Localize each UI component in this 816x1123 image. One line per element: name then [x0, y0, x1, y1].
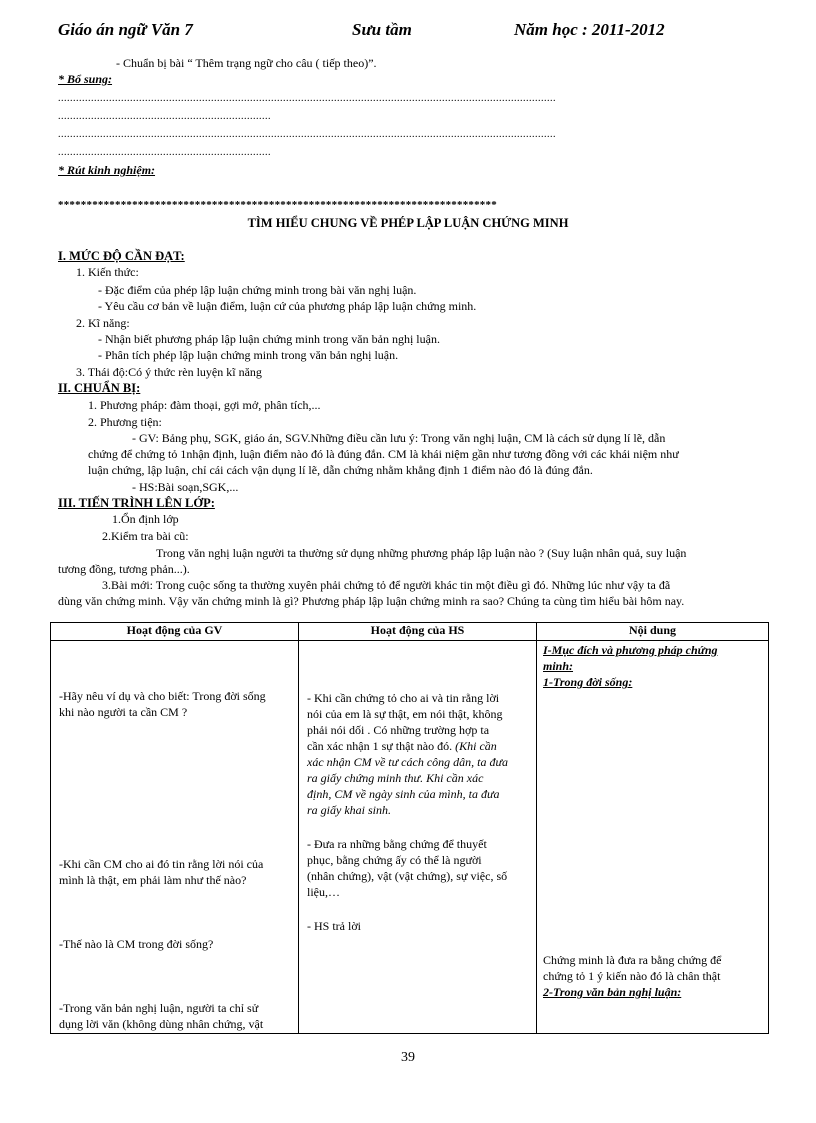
hs-a1-line-1: - Khi cần chứng tỏ cho ai và tin rằng lời [307, 691, 500, 705]
s3-new-lesson-line-2: dùng văn chứng minh. Vậy văn chứng minh là gì? Phương pháp lập luận chứng minh ra sao? Chúng ta cùng tìm hiểu bài hôm nay. [58, 594, 685, 608]
s3-new-lesson-line-1: 3.Bài mới: Trong cuộc sống ta thường xuyên phải chứng tỏ để người khác tin một điều gì đó. Những lúc như vậy ta đã [102, 578, 671, 592]
lesson-title: TÌM HIỂU CHUNG VỀ PHÉP LẬP LUẬN CHỨNG MINH [247, 216, 569, 230]
section-1-heading: I. MỨC ĐỘ CẦN ĐẠT: [58, 249, 185, 263]
hs-a1-line-2: nói của em là sự thật, em nói thật, không [307, 707, 503, 721]
s1-attitude: 3. Thái độ:Có ý thức rèn luyện kĩ năng [76, 365, 262, 379]
dotted-line: ...................................................................................................................................................................... [58, 93, 556, 104]
content-definition-line-1: Chứng minh là đưa ra bằng chứng để [543, 953, 722, 967]
gv-q1-line-2: khi nào người ta cần CM ? [59, 705, 188, 719]
s2-method: 1. Phương pháp: đàm thoại, gợi mở, phân tích,... [88, 398, 321, 412]
gv-q4-line-1: -Trong văn bản nghị luận, người ta chỉ sử [59, 1001, 259, 1015]
s3-review-q-line-2: tương đồng, tương phản...). [58, 562, 190, 576]
hs-a1-line-4-text: cần xác nhận 1 sự thật nào đó. [307, 739, 453, 753]
star-separator: ***************************************************************************** [58, 199, 497, 211]
hs-a1-line-4 [307, 739, 497, 754]
prep-next-lesson: - Chuẩn bị bài “ Thêm trạng ngữ cho câu ( tiếp theo)”. [116, 56, 377, 70]
table-header-row [51, 623, 769, 641]
hs-a2-line-3: (nhân chứng), vật (vật chứng), sự việc, số [307, 869, 508, 883]
hs-a1-line-4-italic: (Khi cần [455, 739, 497, 753]
hs-cell [299, 641, 537, 1034]
rut-kinh-nghiem-label: * Rút kinh nghiệm: [58, 163, 156, 177]
s3-review-q-line-1: Trong văn nghị luận người ta thường sử dụng những phương pháp lập luận nào ? (Suy luận nhân quả, suy luận [156, 546, 687, 560]
s1-skills: 2. Kĩ năng: [76, 316, 130, 330]
gv-q3: -Thế nào là CM trong đời sống? [59, 937, 214, 951]
s3-class-setup: 1.Ổn định lớp [112, 512, 179, 526]
header-subject: Giáo án ngữ Văn 7 [58, 20, 193, 39]
hs-a1-line-8: ra giấy khai sinh. [307, 803, 391, 817]
gv-cell [51, 641, 299, 1034]
table-row [51, 641, 769, 1034]
col-header-gv: Hoạt động của GV [51, 623, 299, 641]
header-school-year: Năm học : 2011-2012 [514, 20, 665, 39]
s2-gv-line-1: - GV: Bảng phụ, SGK, giáo án, SGV.Những điều cần lưu ý: Trong văn nghị luận, CM là cách sử dụng lí lẽ, dẫn [132, 431, 666, 445]
s3-review: 2.Kiểm tra bài cũ: [102, 529, 189, 543]
bo-sung-label: * Bổ sung: [58, 72, 113, 86]
gv-q2-line-1: -Khi cần CM cho ai đó tin rằng lời nói của [59, 857, 264, 871]
content-heading-life: 1-Trong đời sống: [543, 675, 633, 689]
dotted-line: ...................................................................................................................................................................... [58, 129, 556, 140]
s2-gv-line-3: luận chứng, lập luận, chỉ cái cách vận dụng lí lẽ, dẫn chứng nhằm khẳng định 1 điểm nào đó là đúng đắn. [88, 463, 593, 477]
hs-a2-line-4: liệu,… [307, 885, 340, 899]
gv-q4-line-2: dụng lời văn (không dùng nhân chứng, vật [59, 1017, 264, 1031]
content-heading-1-line-2: minh: [543, 659, 574, 673]
content-definition-line-2: chứng tỏ 1 ý kiến nào đó là chân thật [543, 969, 721, 983]
hs-a3: - HS trả lời [307, 919, 362, 933]
hs-a1-line-5: xác nhận CM về tư cách công dân, ta đưa [307, 755, 509, 769]
gv-q2-line-2: mình là thật, em phải làm như thế nào? [59, 873, 247, 887]
dotted-line: ....................................................................... [58, 147, 271, 158]
content-heading-1-line-1 [543, 643, 718, 658]
content-heading-argument: 2-Trong văn bản nghị luận: [543, 985, 682, 999]
hs-a2-line-1: - Đưa ra những bằng chứng để thuyết [307, 837, 487, 851]
hs-a1-line-7: định, CM về ngày sinh của mình, ta đưa [307, 787, 500, 801]
s2-gv-line-2: chứng để chứng tỏ 1nhận định, luận điểm nào đó là đúng đắn. CM là khái niệm gần như tương đồng với các khái niệm như [88, 447, 679, 461]
hs-a2-line-2: phục, bằng chứng ấy có thể là người [307, 853, 482, 867]
s2-means: 2. Phương tiện: [88, 415, 162, 429]
gv-q1-line-1: -Hãy nêu ví dụ và cho biết: Trong đời sống [59, 689, 266, 703]
s1-knowledge-a: - Đặc điểm của phép lập luận chứng minh trong bài văn nghị luận. [98, 283, 417, 297]
activity-table [50, 622, 769, 1034]
s1-knowledge-b: - Yêu cầu cơ bản về luận điểm, luận cứ của phương pháp lập luận chứng minh. [98, 299, 477, 313]
col-header-content: Nội dung [537, 623, 769, 641]
section-2-heading: II. CHUẨN BỊ: [58, 381, 141, 395]
page-number: 39 [401, 1050, 415, 1065]
col-header-hs: Hoạt động của HS [299, 623, 537, 641]
s1-skills-a: - Nhận biết phương pháp lập luận chứng minh trong văn bản nghị luận. [98, 332, 440, 346]
s1-knowledge: 1. Kiến thức: [76, 265, 139, 279]
hs-a1-line-6: ra giấy chứng minh thư. Khi cần xác [307, 771, 484, 785]
dotted-line: ....................................................................... [58, 111, 271, 122]
hs-a1-line-3: phải nói dối . Có những trường hợp ta [307, 723, 490, 737]
s1-skills-b: - Phân tích phép lập luận chứng minh trong văn bản nghị luận. [98, 348, 399, 362]
header-source: Sưu tầm [352, 20, 412, 39]
section-3-heading: III. TIẾN TRÌNH LÊN LỚP: [58, 496, 215, 510]
s2-hs: - HS:Bài soạn,SGK,... [132, 480, 239, 494]
content-cell [537, 641, 769, 1034]
content-heading-1-text: I-Mục đích và phương pháp chứng [543, 643, 718, 657]
